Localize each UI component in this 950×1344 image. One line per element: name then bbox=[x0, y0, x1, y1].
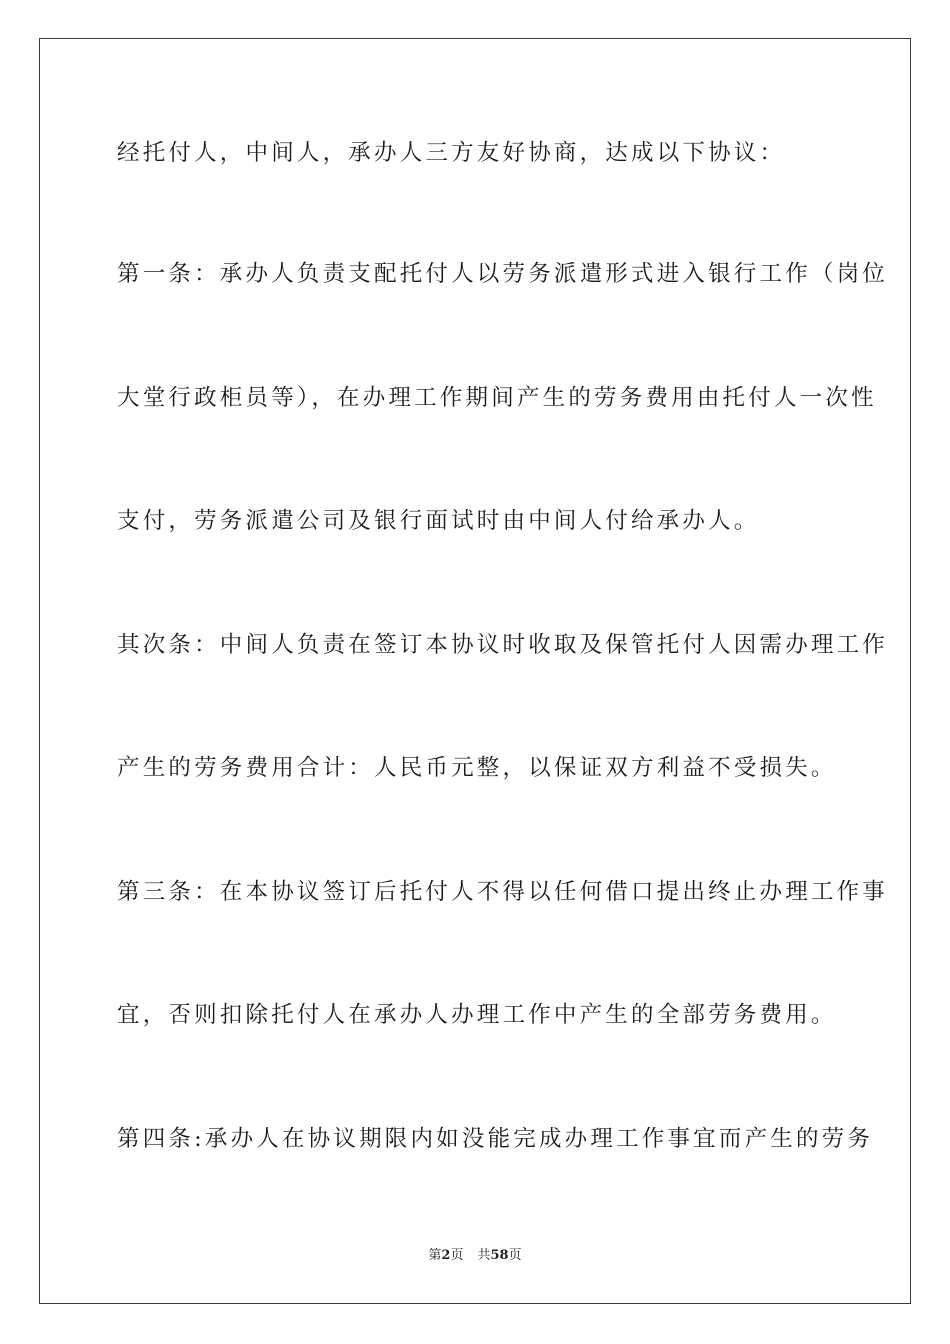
page-footer bbox=[0, 1246, 950, 1266]
total-prefix: 共 bbox=[477, 1248, 491, 1263]
text-line-9: 第四条:承办人在协议期限内如没能完成办理工作事宜而产生的劳务 bbox=[117, 1126, 874, 1152]
text-line-3: 大堂行政柜员等），在办理工作期间产生的劳务费用由托付人一次性 bbox=[117, 385, 877, 411]
text-line-4: 支付，劳务派遣公司及银行面试时由中间人付给承办人。 bbox=[117, 508, 760, 534]
text-line-8: 宜，否则扣除托付人在承办人办理工作中产生的全部劳务费用。 bbox=[117, 1002, 837, 1028]
page-suffix: 页 bbox=[450, 1248, 464, 1263]
text-line-2: 第一条：承办人负责支配托付人以劳务派遣形式进入银行工作（岗位 bbox=[117, 261, 889, 287]
page-number: 2 bbox=[441, 1248, 451, 1263]
text-line-1: 经托付人，中间人，承办人三方友好协商，达成以下协议： bbox=[117, 140, 786, 166]
page-prefix: 第 bbox=[428, 1248, 442, 1263]
page-border bbox=[39, 38, 911, 1304]
total-pages: 58 bbox=[490, 1248, 509, 1263]
total-suffix: 页 bbox=[508, 1248, 522, 1263]
text-line-7: 第三条：在本协议签订后托付人不得以任何借口提出终止办理工作事 bbox=[117, 879, 889, 905]
text-line-5: 其次条：中间人负责在签订本协议时收取及保管托付人因需办理工作 bbox=[117, 632, 889, 658]
text-line-6: 产生的劳务费用合计：人民币元整，以保证双方利益不受损失。 bbox=[117, 755, 837, 781]
